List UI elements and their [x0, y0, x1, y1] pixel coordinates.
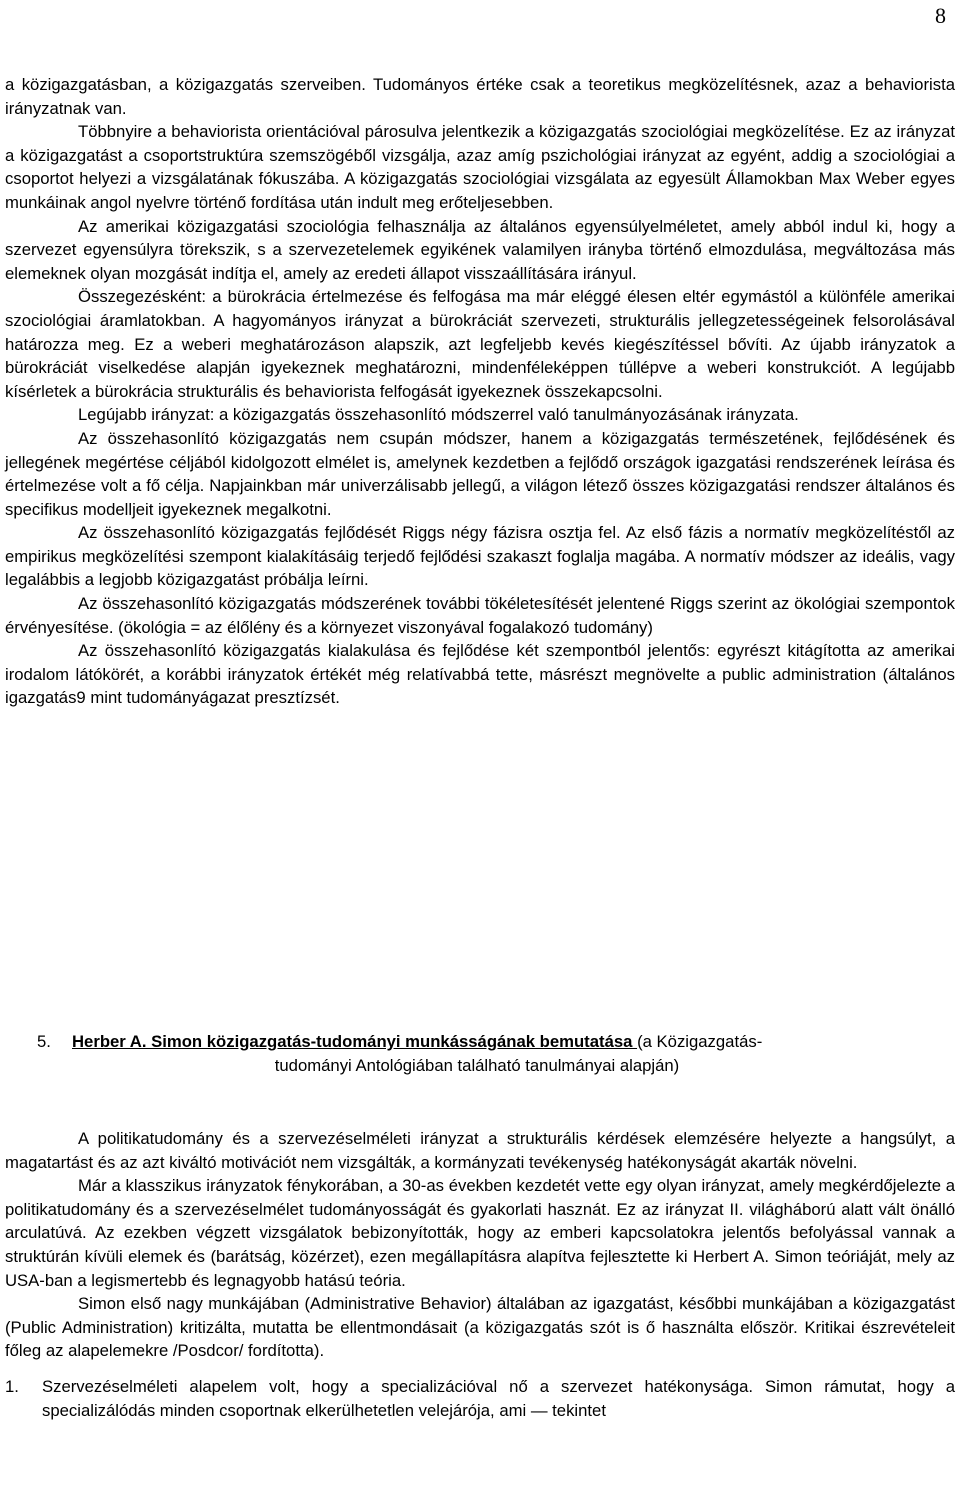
list-item-number: 1. [5, 1377, 19, 1396]
page-number: 8 [935, 3, 946, 28]
list-item-text: Szervezéselméleti alapelem volt, hogy a specializációval nő a szervezet hatékonysága. Simon rámutat, hogy a specializálódás minden csoportnak elkerülhetetlen velejárója, ami — tekintet [42, 1377, 955, 1420]
paragraph: Legújabb irányzat: a közigazgatás összehasonlító módszerrel való tanulmányozásának irányzata. [78, 405, 799, 425]
paragraph: Az összehasonlító közigazgatás kialakulása és fejlődése két szempontból jelentős: egyrészt kitágította az amerikai irodalom látókörét, a korábbi irányzatok értékét még relatívabbá tette, másrészt megnövelte a public administration (általános igazgatás9 mint tudományágazat presztízsét. [5, 641, 955, 708]
section-title-rest: (a Közigazgatás- [637, 1032, 763, 1051]
paragraph: Simon első nagy munkájában (Administrative Behavior) általában az igazgatást, későbbi munkájában a közigazgatást (Public Administration) kritizálta, mutatta be ellentmondásait (a közigazgatás szót is ő használta először. Kritikai észrevételeit főleg az alapelemekre /Posdcor/ fordította). [5, 1294, 955, 1361]
section-heading [37, 1030, 947, 1077]
paragraph: Összegezésként: a bürokrácia értelmezése és felfogása ma már eléggé élesen eltér egymástól a különféle amerikai szociológiai áramlatokban. A hagyományos irányzat a bürokráciát szervezeti, strukturális jellegzetességeinek felsorolásával határozza meg. Ez a weberi meghatározáson alapszik, azt legfeljebb kevés kiegészítéssel bővíti. Az újabb irányzatok a bürokráciát viselkedése alapján igyekeznek meghatározni, mindenféleképpen túllépve a weberi konstrukciót. A legújabb kísérletek a bürokrácia strukturális és behaviorista felfogását igyekeznek összekapcsolni. [5, 287, 955, 401]
numbered-list [5, 1375, 955, 1422]
paragraph: Már a klasszikus irányzatok fénykorában, a 30-as években kezdetét vette egy olyan irányzat, amely megkérdőjelezte a politikatudomány és a szervezéselmélet tudományosságát és gyakorlati hasznát. Ez az irányzat II. világháború alatt vált önálló arculatúvá. Az ezekben végzett vizsgálatok bebizonyították, hogy az emberi kapcsolatokra jelentős befolyással vannak a struktúrán kívüli elemek és (barátság, közérzet), ezen megállapításra alapítva fejlesztette ki Herbert A. Simon teóriáját, mely az USA-ban a legismertebb és legnagyobb hatású teória. [5, 1176, 955, 1290]
paragraph: Az összehasonlító közigazgatás módszerének további tökéletesítését jelentené Riggs szerint az ökológiai szempontok érvényesítése. (ökológia = az élőlény és a környezet viszonyával fogalakozó tudomány) [5, 594, 955, 637]
section-title-bold: Herber A. Simon közigazgatás-tudományi munkásságának bemutatása [72, 1032, 638, 1051]
section-heading-line-1 [37, 1030, 947, 1054]
paragraph: Az összehasonlító közigazgatás fejlődését Riggs négy fázisra osztja fel. Az első fázis a normatív megközelítéstől az empirikus megközelítési szempont kialakításáig terjedő fejlődési szakaszt foglalja magába. A normatív módszer az ideális, vagy legalábbis a legjobb közigazgatást próbálja leírni. [5, 523, 955, 590]
section-heading-line-2: tudományi Antológiában található tanulmányai alapján) [274, 1055, 680, 1075]
paragraph: a közigazgatásban, a közigazgatás szerveiben. Tudományos értéke csak a teoretikus megközelítésnek, azaz a behaviorista irányzatnak van. [5, 75, 955, 118]
body-text-bottom [5, 1127, 955, 1363]
paragraph: Az összehasonlító közigazgatás nem csupán módszer, hanem a közigazgatás természetének, fejlődésének és jellegének megértése céljából kidolgozott elmélet is, amelynek kezdetben a fejlődő országok igazgatási rendszerének leírása és értelmezése volt a fő célja. Napjainkban már univerzálisabb jellegű, a világon létező összes közigazgatási rendszer általános és specifikus modelljeit igyekeznek megalkotni. [5, 428, 955, 519]
section-number: 5. [37, 1032, 51, 1051]
body-text-top [5, 73, 955, 710]
paragraph: Az amerikai közigazgatási szociológia felhasználja az általános egyensúlyelméletet, amely abból indul ki, hogy a szervezet egyensúlyra törekszik, s a szervezetelemek egyikének valamilyen irányba történő elmozdulása, megváltozása más elemeknek olyan mozgását indítja el, amely az eredeti állapot visszaállítására irányul. [5, 216, 955, 283]
paragraph: Többnyire a behaviorista orientációval párosulva jelentkezik a közigazgatás szociológiai megközelítése. Ez az irányzat a közigazgatást a csoportstruktúra szemszögéből vizsgálja, azaz amíg pszichológiai irányzat az egyént, addig a szociológiai a csoportot helyezi a vizsgálatának fókuszába. A közigazgatás szociológiai vizsgálata az egyesült Államokban Max Weber egyes munkáinak angol nyelvre történő fordítása után indult meg erőteljesebben. [5, 122, 955, 212]
list-item [5, 1375, 955, 1422]
section-title [72, 1030, 762, 1054]
paragraph: A politikatudomány és a szervezéselméleti irányzat a strukturális kérdések elemzésére helyezte a hangsúlyt, a magatartást és az azt kiváltó motivációt nem vizsgálták, a kormányzati tevékenység hatékonyságát akarták növelni. [5, 1129, 955, 1172]
